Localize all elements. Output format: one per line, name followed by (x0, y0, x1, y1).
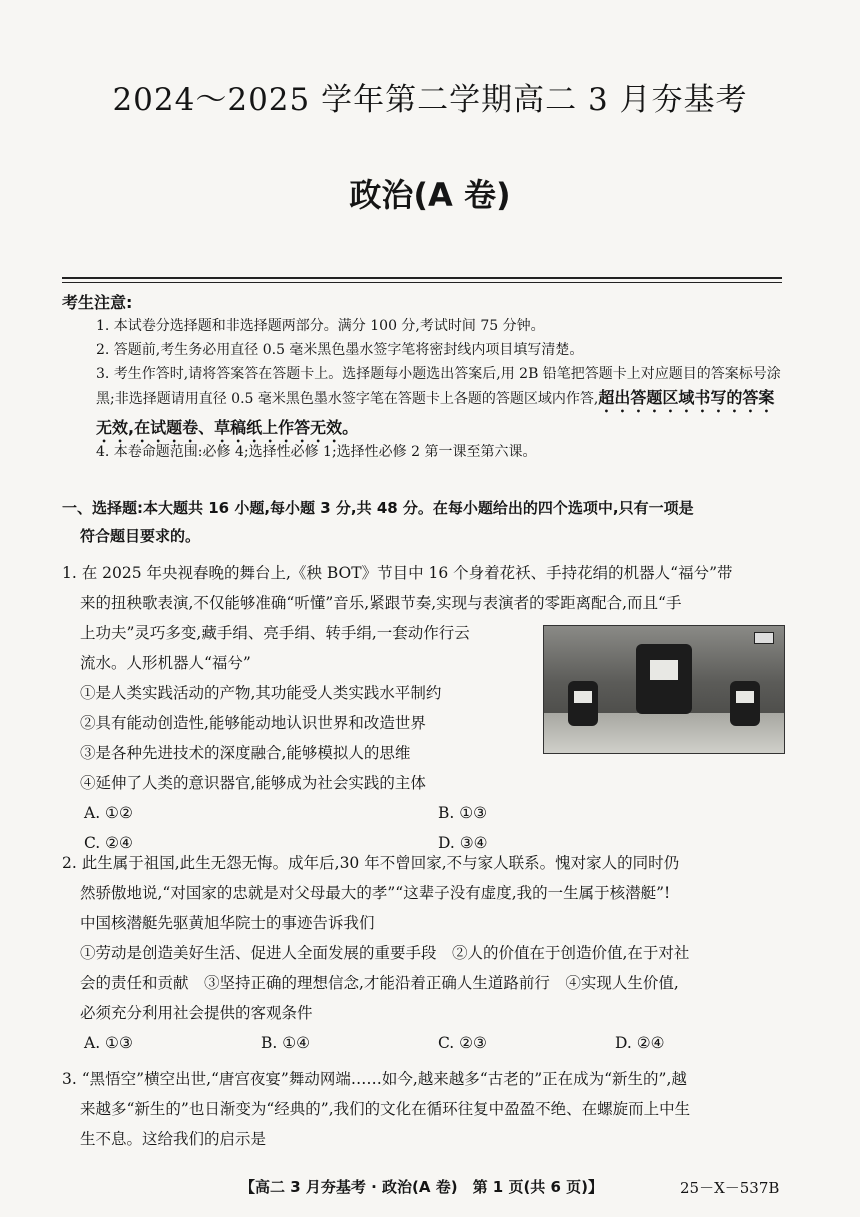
option-b[interactable]: B. ①④ (261, 1034, 311, 1052)
divider (62, 277, 782, 279)
exam-title: 2024～2025 学年第二学期高二 3 月夯基考 (112, 82, 748, 118)
section-heading-line: 一、选择题:本大题共 16 小题,每小题 3 分,共 48 分。在每小题给出的四个选项中,只有一项是 (62, 499, 694, 517)
section-heading (62, 494, 792, 550)
option-d[interactable]: D. ③④ (438, 834, 488, 852)
question-stem: 2. 此生属于祖国,此生无怨无悔。成年后,30 年不曾回家,不与家人联系。愧对家人的同时仍 (62, 854, 680, 872)
question-stem: 流水。人形机器人“福兮” (80, 654, 251, 672)
option-d[interactable]: D. ②④ (615, 1034, 665, 1052)
answer-options (62, 798, 792, 828)
question-3 (62, 1064, 792, 1154)
question-stem: 然骄傲地说,“对国家的忠就是对父母最大的孝”“这辈子没有虚度,我的一生属于核潜艇”! (80, 884, 671, 902)
question-stem: 1. 在 2025 年央视春晚的舞台上,《秧 BOT》节目中 16 个身着花袄、手持花绢的机器人“福兮”带 (62, 564, 733, 582)
question-2 (62, 848, 792, 1058)
notice-warning: 超出答题区域书写的答案无效,在试题卷、草稿纸上作答无效。 (96, 388, 775, 437)
option-a[interactable]: A. ①② (84, 804, 133, 822)
answer-options (62, 1028, 792, 1058)
notice-item: 2. 答题前,考生务必用直径 0.5 毫米黑色墨水签字笔将密封线内项目填写清楚。 (96, 342, 584, 358)
statement: 会的责任和贡献 ③坚持正确的理想信念,才能沿着正确人生道路前行 ④实现人生价值, (80, 974, 679, 992)
notice-item-text: 3. 考生作答时,请将答案答在答题卡上。选择题每小题选出答案后,用 2B 铅笔把答题卡上对应题目的答案标号涂黑;非选择题请用直径 0.5 毫米黑色墨水签字笔在答题卡上各题的答题区域内作答, (96, 366, 781, 407)
question-stem: 3. “黑悟空”横空出世,“唐宫夜宴”舞动网端……如今,越来越多“古老的”正在成为“新生的”,越 (62, 1070, 687, 1088)
notice-item: 1. 本试卷分选择题和非选择题两部分。满分 100 分,考试时间 75 分钟。 (96, 318, 545, 334)
question-stem: 上功夫”灵巧多变,藏手绢、亮手绢、转手绢,一套动作行云 (80, 624, 470, 642)
statement: ①是人类实践活动的产物,其功能受人类实践水平制约 (80, 684, 442, 702)
notice-item (96, 362, 786, 446)
statement: 必须充分利用社会提供的客观条件 (80, 1004, 313, 1022)
robot-figure (730, 681, 760, 726)
paper-code: 25－X－537B (680, 1179, 780, 1197)
page-footer: 【高二 3 月夯基考 · 政治(A 卷) 第 1 页(共 6 页)】 (240, 1178, 604, 1196)
option-b[interactable]: B. ①③ (438, 804, 488, 822)
question-stem: 来的扭秧歌表演,不仅能够准确“听懂”音乐,紧跟节奏,实现与表演者的零距离配合,而且“手 (80, 594, 682, 612)
tv-logo-icon (754, 632, 774, 644)
robot-chest (574, 691, 592, 703)
statement: ①劳动是创造美好生活、促进人全面发展的重要手段 ②人的价值在于创造价值,在于对社 (80, 944, 690, 962)
robot-photo (543, 625, 785, 754)
robot-figure (636, 644, 692, 714)
statement: ④延伸了人类的意识器官,能够成为社会实践的主体 (80, 774, 426, 792)
option-c[interactable]: C. ②④ (84, 834, 133, 852)
robot-chest (736, 691, 754, 703)
statement: ③是各种先进技术的深度融合,能够模拟人的思维 (80, 744, 411, 762)
option-a[interactable]: A. ①③ (84, 1034, 133, 1052)
divider (62, 282, 782, 283)
question-stem: 生不息。这给我们的启示是 (80, 1130, 267, 1148)
section-heading-line: 符合题目要求的。 (80, 527, 201, 545)
notice-heading: 考生注意: (62, 293, 133, 312)
option-c[interactable]: C. ②③ (438, 1034, 487, 1052)
question-stem: 中国核潜艇先驱黄旭华院士的事迹告诉我们 (80, 914, 375, 932)
robot-figure (568, 681, 598, 726)
robot-chest (650, 660, 678, 680)
notice-item: 4. 本卷命题范围:必修 4;选择性必修 1;选择性必修 2 第一课至第六课。 (96, 444, 537, 460)
statement: ②具有能动创造性,能够能动地认识世界和改造世界 (80, 714, 426, 732)
exam-subtitle: 政治(A 卷) (349, 176, 511, 214)
question-stem: 来越多“新生的”也日渐变为“经典的”,我们的文化在循环往复中盈盈不绝、在螺旋而上中生 (80, 1100, 691, 1118)
